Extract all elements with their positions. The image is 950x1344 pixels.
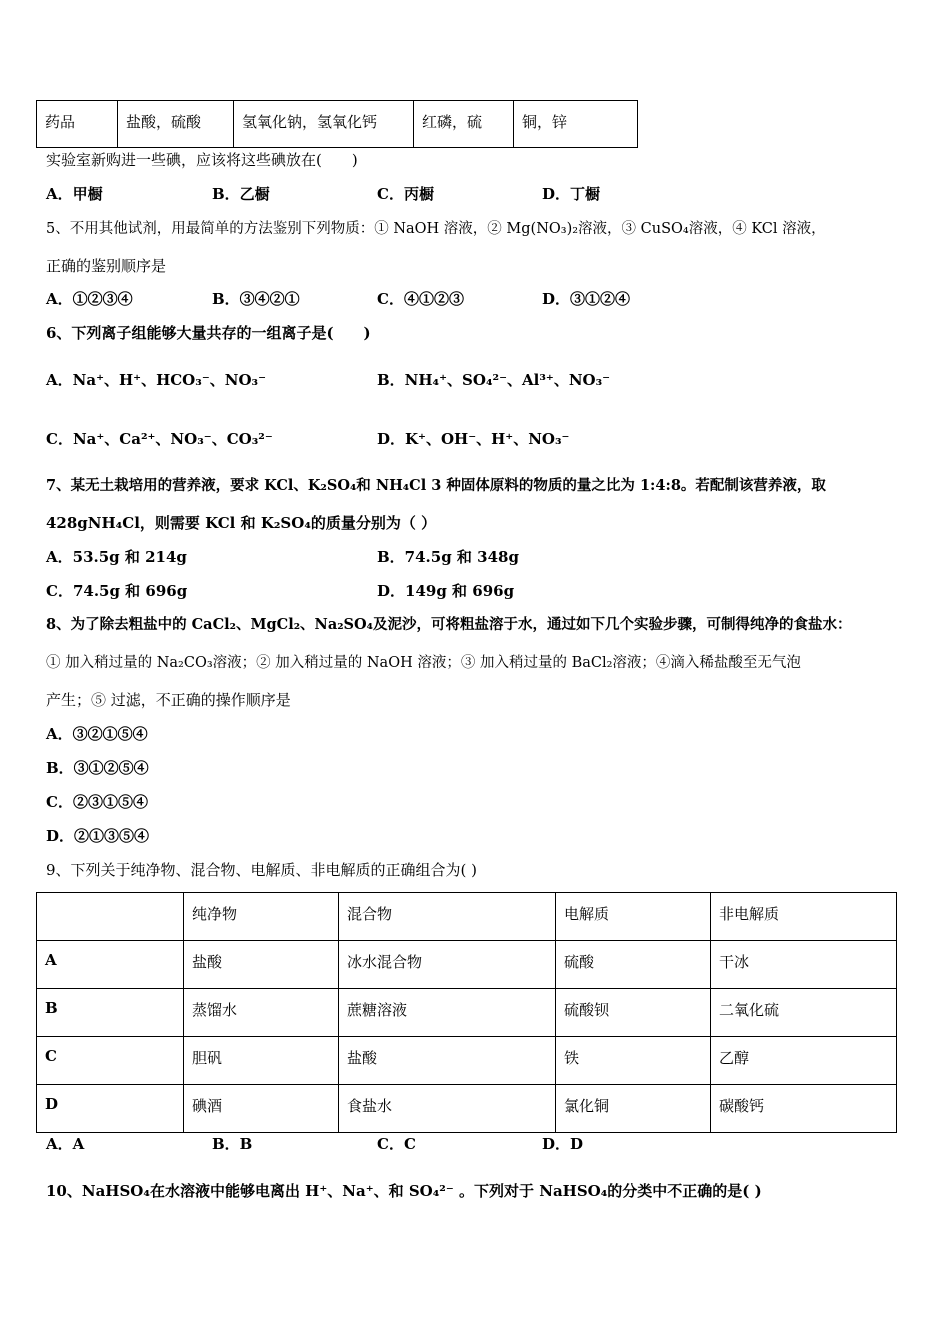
- table-cell: [37, 893, 184, 941]
- q9-option-b: B．B: [212, 1135, 253, 1153]
- table-cell: 氢氧化钠，氢氧化钙: [234, 101, 414, 148]
- q7-option-d: D．149g 和 696g: [377, 582, 515, 600]
- table-cell: 混合物: [339, 893, 556, 941]
- q8-stem-3: 产生；⑤ 过滤，不正确的操作顺序是: [46, 691, 291, 709]
- table-cell: 纯净物: [184, 893, 339, 941]
- q8-option-b: B．③①②⑤④: [46, 759, 149, 777]
- q9-option-a: A．A: [46, 1135, 85, 1153]
- table-cell: 干冰: [711, 941, 897, 989]
- table-row: [37, 893, 897, 941]
- table-cell: 非电解质: [711, 893, 897, 941]
- table-row: [37, 941, 897, 989]
- table-row: [37, 1085, 897, 1133]
- q4-option-c: C．丙橱: [377, 185, 434, 203]
- q6-stem: 6、下列离子组能够大量共存的一组离子是( ): [46, 324, 371, 342]
- table-cell: 胆矾: [184, 1037, 339, 1085]
- q4-option-b: B．乙橱: [212, 185, 270, 203]
- q9-option-d: D．D: [542, 1135, 584, 1153]
- q8-option-d: D．②①③⑤④: [46, 827, 150, 845]
- q6-option-c: C．Na⁺、Ca²⁺、NO₃⁻、CO₃²⁻: [46, 430, 273, 448]
- table-cell: D: [37, 1085, 184, 1133]
- table-cell: 铜，锌: [514, 101, 638, 148]
- q8-stem-2: ① 加入稍过量的 Na₂CO₃溶液；② 加入稍过量的 NaOH 溶液；③ 加入稍过量的 BaCl₂溶液；④滴入稀盐酸至无气泡: [46, 655, 801, 671]
- table-row: [37, 989, 897, 1037]
- table-cell: 红磷，硫: [414, 101, 514, 148]
- q9-option-c: C．C: [377, 1135, 416, 1153]
- table-cell: 氯化铜: [556, 1085, 711, 1133]
- q7-option-b: B．74.5g 和 348g: [377, 548, 519, 566]
- q5-option-b: B．③④②①: [212, 290, 300, 308]
- q8-option-a: A．③②①⑤④: [46, 725, 148, 743]
- table-cell: 碘酒: [184, 1085, 339, 1133]
- table-cell: 蔗糖溶液: [339, 989, 556, 1037]
- table-cell: 铁: [556, 1037, 711, 1085]
- table-row: [37, 1037, 897, 1085]
- table-cell: 盐酸: [184, 941, 339, 989]
- table-cell: 食盐水: [339, 1085, 556, 1133]
- q6-option-a: A．Na⁺、H⁺、HCO₃⁻、NO₃⁻: [46, 371, 267, 389]
- q8-option-c: C．②③①⑤④: [46, 793, 148, 811]
- q10-stem: 10、NaHSO₄在水溶液中能够电离出 H⁺、Na⁺、和 SO₄²⁻ 。下列对于 NaHSO₄的分类中不正确的是( ): [46, 1182, 762, 1200]
- q6-option-d: D．K⁺、OH⁻、H⁺、NO₃⁻: [377, 430, 570, 448]
- table-cell: 盐酸，硫酸: [118, 101, 234, 148]
- q5-stem-2: 正确的鉴别顺序是: [46, 257, 167, 275]
- q7-stem-2: 428gNH₄Cl，则需要 KCl 和 K₂SO₄的质量分别为（ ）: [46, 514, 437, 532]
- table-cell: 二氧化硫: [711, 989, 897, 1037]
- q9-stem: 9、下列关于纯净物、混合物、电解质、非电解质的正确组合为( ): [46, 861, 478, 879]
- table-cell: 冰水混合物: [339, 941, 556, 989]
- q7-stem: 7、某无土栽培用的营养液，要求 KCl、K₂SO₄和 NH₄Cl 3 种固体原料的物质的量之比为 1:4:8。若配制该营养液，取: [46, 477, 826, 494]
- table-cell: C: [37, 1037, 184, 1085]
- q7-option-c: C．74.5g 和 696g: [46, 582, 188, 600]
- q5-option-a: A．①②③④: [46, 290, 133, 308]
- q4-option-d: D．丁橱: [542, 185, 601, 203]
- table-cell: B: [37, 989, 184, 1037]
- q5-stem: 5、不用其他试剂，用最简单的方法鉴别下列物质：① NaOH 溶液，② Mg(NO₃)₂溶液，③ CuSO₄溶液，④ KCl 溶液，: [46, 221, 826, 237]
- table-cell: 盐酸: [339, 1037, 556, 1085]
- q6-option-b: B．NH₄⁺、SO₄²⁻、Al³⁺、NO₃⁻: [377, 371, 611, 389]
- table-cell: A: [37, 941, 184, 989]
- table-cell: 蒸馏水: [184, 989, 339, 1037]
- q5-option-d: D．③①②④: [542, 290, 631, 308]
- classification-table: [36, 892, 897, 1133]
- cabinet-table: [36, 100, 638, 148]
- q4-option-a: A．甲橱: [46, 185, 103, 203]
- q7-option-a: A．53.5g 和 214g: [46, 548, 187, 566]
- q8-stem: 8、为了除去粗盐中的 CaCl₂、MgCl₂、Na₂SO₄及泥沙，可将粗盐溶于水，通过如下几个实验步骤，可制得纯净的食盐水：: [46, 616, 852, 633]
- table-cell: 药品: [37, 101, 118, 148]
- table-cell: 电解质: [556, 893, 711, 941]
- table-cell: 碳酸钙: [711, 1085, 897, 1133]
- table-cell: 乙醇: [711, 1037, 897, 1085]
- table-cell: 硫酸: [556, 941, 711, 989]
- table-cell: 硫酸钡: [556, 989, 711, 1037]
- q4-stem: 实验室新购进一些碘，应该将这些碘放在( ): [46, 151, 358, 169]
- q5-option-c: C．④①②③: [377, 290, 464, 308]
